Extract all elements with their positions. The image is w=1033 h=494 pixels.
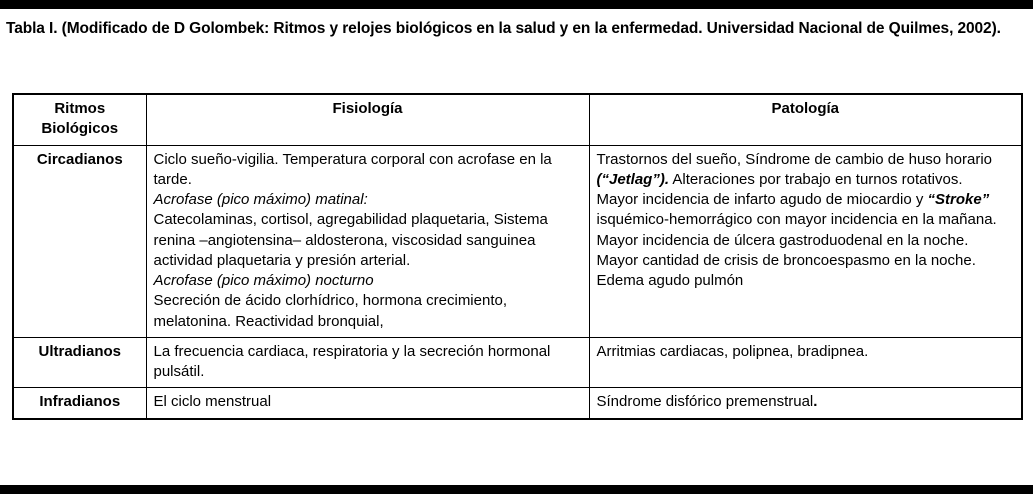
patologia-paragraph-1 <box>597 150 1015 191</box>
patologia-paragraph-5: Edema agudo pulmón <box>596 272 744 289</box>
bottom-divider-rule <box>0 485 1033 494</box>
patologia-p1-jetlag: (“Jetlag”). <box>596 170 670 188</box>
patologia-infradianos-text: Síndrome disfórico premenstrual <box>596 393 814 411</box>
patologia-p2-text-a: Mayor incidencia de infarto agudo de miocardio y <box>596 191 928 208</box>
table-header-row <box>13 94 1022 145</box>
cell-ultradianos-patologia: Arritmias cardiacas, polipnea, bradipnea. <box>589 337 1022 388</box>
row-label-infradianos: Infradianos <box>13 388 146 419</box>
fisiologia-line-1: Ciclo sueño-vigilia. Temperatura corporal con acrofase en la tarde. <box>153 150 552 188</box>
cell-ultradianos-fisiologia: La frecuencia cardiaca, respiratoria y la secreción hormonal pulsátil. <box>146 337 589 388</box>
cell-circadianos-patologia <box>589 145 1022 337</box>
fisiologia-line-2-italic: Acrofase (pico máximo) matinal: <box>153 191 368 208</box>
top-divider-rule <box>0 0 1033 9</box>
column-header-patologia: Patología <box>589 94 1022 145</box>
fisiologia-line-5: Secreción de ácido clorhídrico, hormona crecimiento, melatonina. Reactividad bronquial, <box>153 292 508 330</box>
table-container <box>12 93 1021 420</box>
patologia-p1-text-c: Alteraciones por trabajo en turnos rotativos. <box>669 170 963 188</box>
patologia-p1-text-a: Trastornos del sueño, Síndrome de cambio de huso horario <box>596 150 993 168</box>
cell-circadianos-fisiologia <box>146 145 589 337</box>
patologia-paragraph-2 <box>597 190 1015 231</box>
column-header-ritmos-biologicos: Ritmos Biológicos <box>13 94 146 145</box>
table-caption: Tabla I. (Modificado de D Golombek: Ritmos y relojes biológicos en la salud y en la enfermedad. Universidad Nacional de Quilmes, 2002). <box>6 20 1001 37</box>
column-header-fisiologia: Fisiología <box>146 94 589 145</box>
row-label-circadianos: Circadianos <box>13 145 146 337</box>
cell-infradianos-fisiologia: El ciclo menstrual <box>146 388 589 419</box>
fisiologia-line-4-italic: Acrofase (pico máximo) nocturno <box>153 272 374 289</box>
patologia-p2-text-c: isquémico-hemorrágico con mayor incidencia en la mañana. <box>596 211 997 229</box>
cell-infradianos-patologia <box>589 388 1022 419</box>
table-row <box>13 337 1022 388</box>
row-label-ultradianos: Ultradianos <box>13 337 146 388</box>
table-row <box>13 145 1022 337</box>
biological-rhythms-table <box>12 93 1023 420</box>
patologia-infradianos-period: . <box>813 393 818 411</box>
fisiologia-line-3: Catecolaminas, cortisol, agregabilidad plaquetaria, Sistema renina –angiotensina– aldosterona, viscosidad sanguinea actividad plaquetaria y presión arterial. <box>153 211 548 269</box>
patologia-paragraph-4: Mayor cantidad de crisis de broncoespasmo en la noche. <box>596 251 976 269</box>
table-row <box>13 388 1022 419</box>
patologia-p2-stroke: “Stroke” <box>927 191 990 208</box>
patologia-paragraph-3: Mayor incidencia de úlcera gastroduodenal en la noche. <box>596 231 969 249</box>
